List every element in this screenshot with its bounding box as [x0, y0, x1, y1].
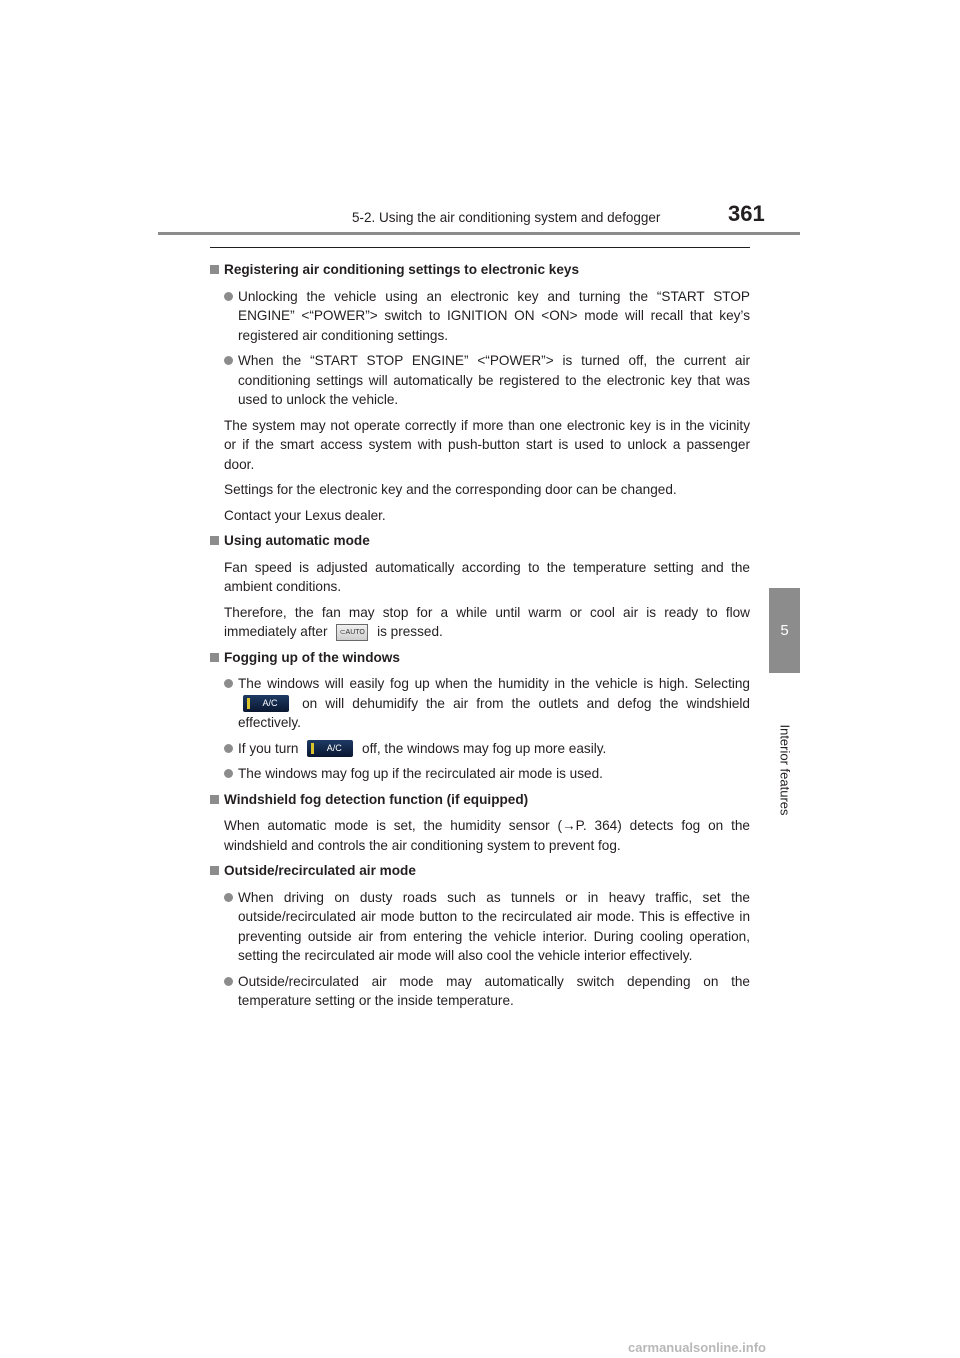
- square-bullet-icon: [210, 265, 219, 274]
- circle-bullet-icon: [224, 769, 233, 778]
- paragraph: Contact your Lexus dealer.: [224, 507, 386, 523]
- header-divider: [158, 232, 800, 235]
- paragraph: Therefore, the fan may stop for a while until warm or cool air is ready to flow immediately after ⊂AUTO is pressed.: [224, 604, 750, 639]
- list-item: When driving on dusty roads such as tunnels or in heavy traffic, set the outside/recirculated air mode button to the recirculated air mode. This is effective in preventing outside air from entering the vehicle interior. During cooling operation, setting the recirculated air mode will also cool the vehicle interior effectively.: [210, 888, 750, 966]
- list-item: When the “START STOP ENGINE” <“POWER”> is turned off, the current air conditioning settings will automatically be registered to the electronic key that was used to unlock the vehicle.: [210, 351, 750, 410]
- circle-bullet-icon: [224, 977, 233, 986]
- manual-content: [210, 260, 750, 1017]
- ac-button-icon: A/C: [307, 740, 353, 757]
- list-item: Unlocking the vehicle using an electronic key and turning the “START STOP ENGINE” <“POWER”> switch to IGNITION ON <ON> mode will recall that key’s registered air conditioning settings.: [210, 287, 750, 346]
- square-bullet-icon: [210, 653, 219, 662]
- list-item: If you turn A/C off, the windows may fog up more easily.: [210, 739, 750, 759]
- paragraph: Settings for the electronic key and the corresponding door can be changed.: [224, 482, 677, 497]
- chapter-tab: 5: [769, 588, 800, 673]
- section-heading: Outside/recirculated air mode: [210, 861, 750, 881]
- paragraph: The system may not operate correctly if more than one electronic key is in the vicinity or if the smart access system with push-button start is used to unlock a passenger door.: [224, 417, 750, 472]
- square-bullet-icon: [210, 795, 219, 804]
- list-item: Outside/recirculated air mode may automatically switch depending on the temperature setting or the inside temperature.: [210, 972, 750, 1011]
- paragraph: When automatic mode is set, the humidity sensor (→P. 364) detects fog on the windshield and controls the air conditioning system to prevent fog.: [224, 818, 750, 853]
- square-bullet-icon: [210, 536, 219, 545]
- list-item: The windows will easily fog up when the humidity in the vehicle is high. Selecting A/C on will dehumidify the air from the outlets and defog the windshield effectively.: [210, 674, 750, 733]
- section-heading: Windshield fog detection function (if equipped): [210, 790, 750, 810]
- auto-button-icon: ⊂AUTO: [336, 624, 368, 641]
- circle-bullet-icon: [224, 679, 233, 688]
- square-bullet-icon: [210, 866, 219, 875]
- list-item: The windows may fog up if the recirculated air mode is used.: [210, 764, 750, 784]
- chapter-tab-label: Interior features: [777, 724, 793, 816]
- ac-button-icon: A/C: [243, 695, 289, 712]
- content-divider: [210, 247, 750, 248]
- section-heading: Registering air conditioning settings to electronic keys: [210, 260, 750, 280]
- circle-bullet-icon: [224, 893, 233, 902]
- page-number: 361: [728, 201, 765, 226]
- circle-bullet-icon: [224, 356, 233, 365]
- section-title: 5-2. Using the air conditioning system and defogger: [352, 210, 661, 225]
- circle-bullet-icon: [224, 292, 233, 301]
- watermark: carmanualsonline.info: [628, 1340, 766, 1355]
- section-heading: Fogging up of the windows: [210, 648, 750, 668]
- circle-bullet-icon: [224, 744, 233, 753]
- section-heading: Using automatic mode: [210, 531, 750, 551]
- paragraph: Fan speed is adjusted automatically according to the temperature setting and the ambient conditions.: [224, 559, 750, 594]
